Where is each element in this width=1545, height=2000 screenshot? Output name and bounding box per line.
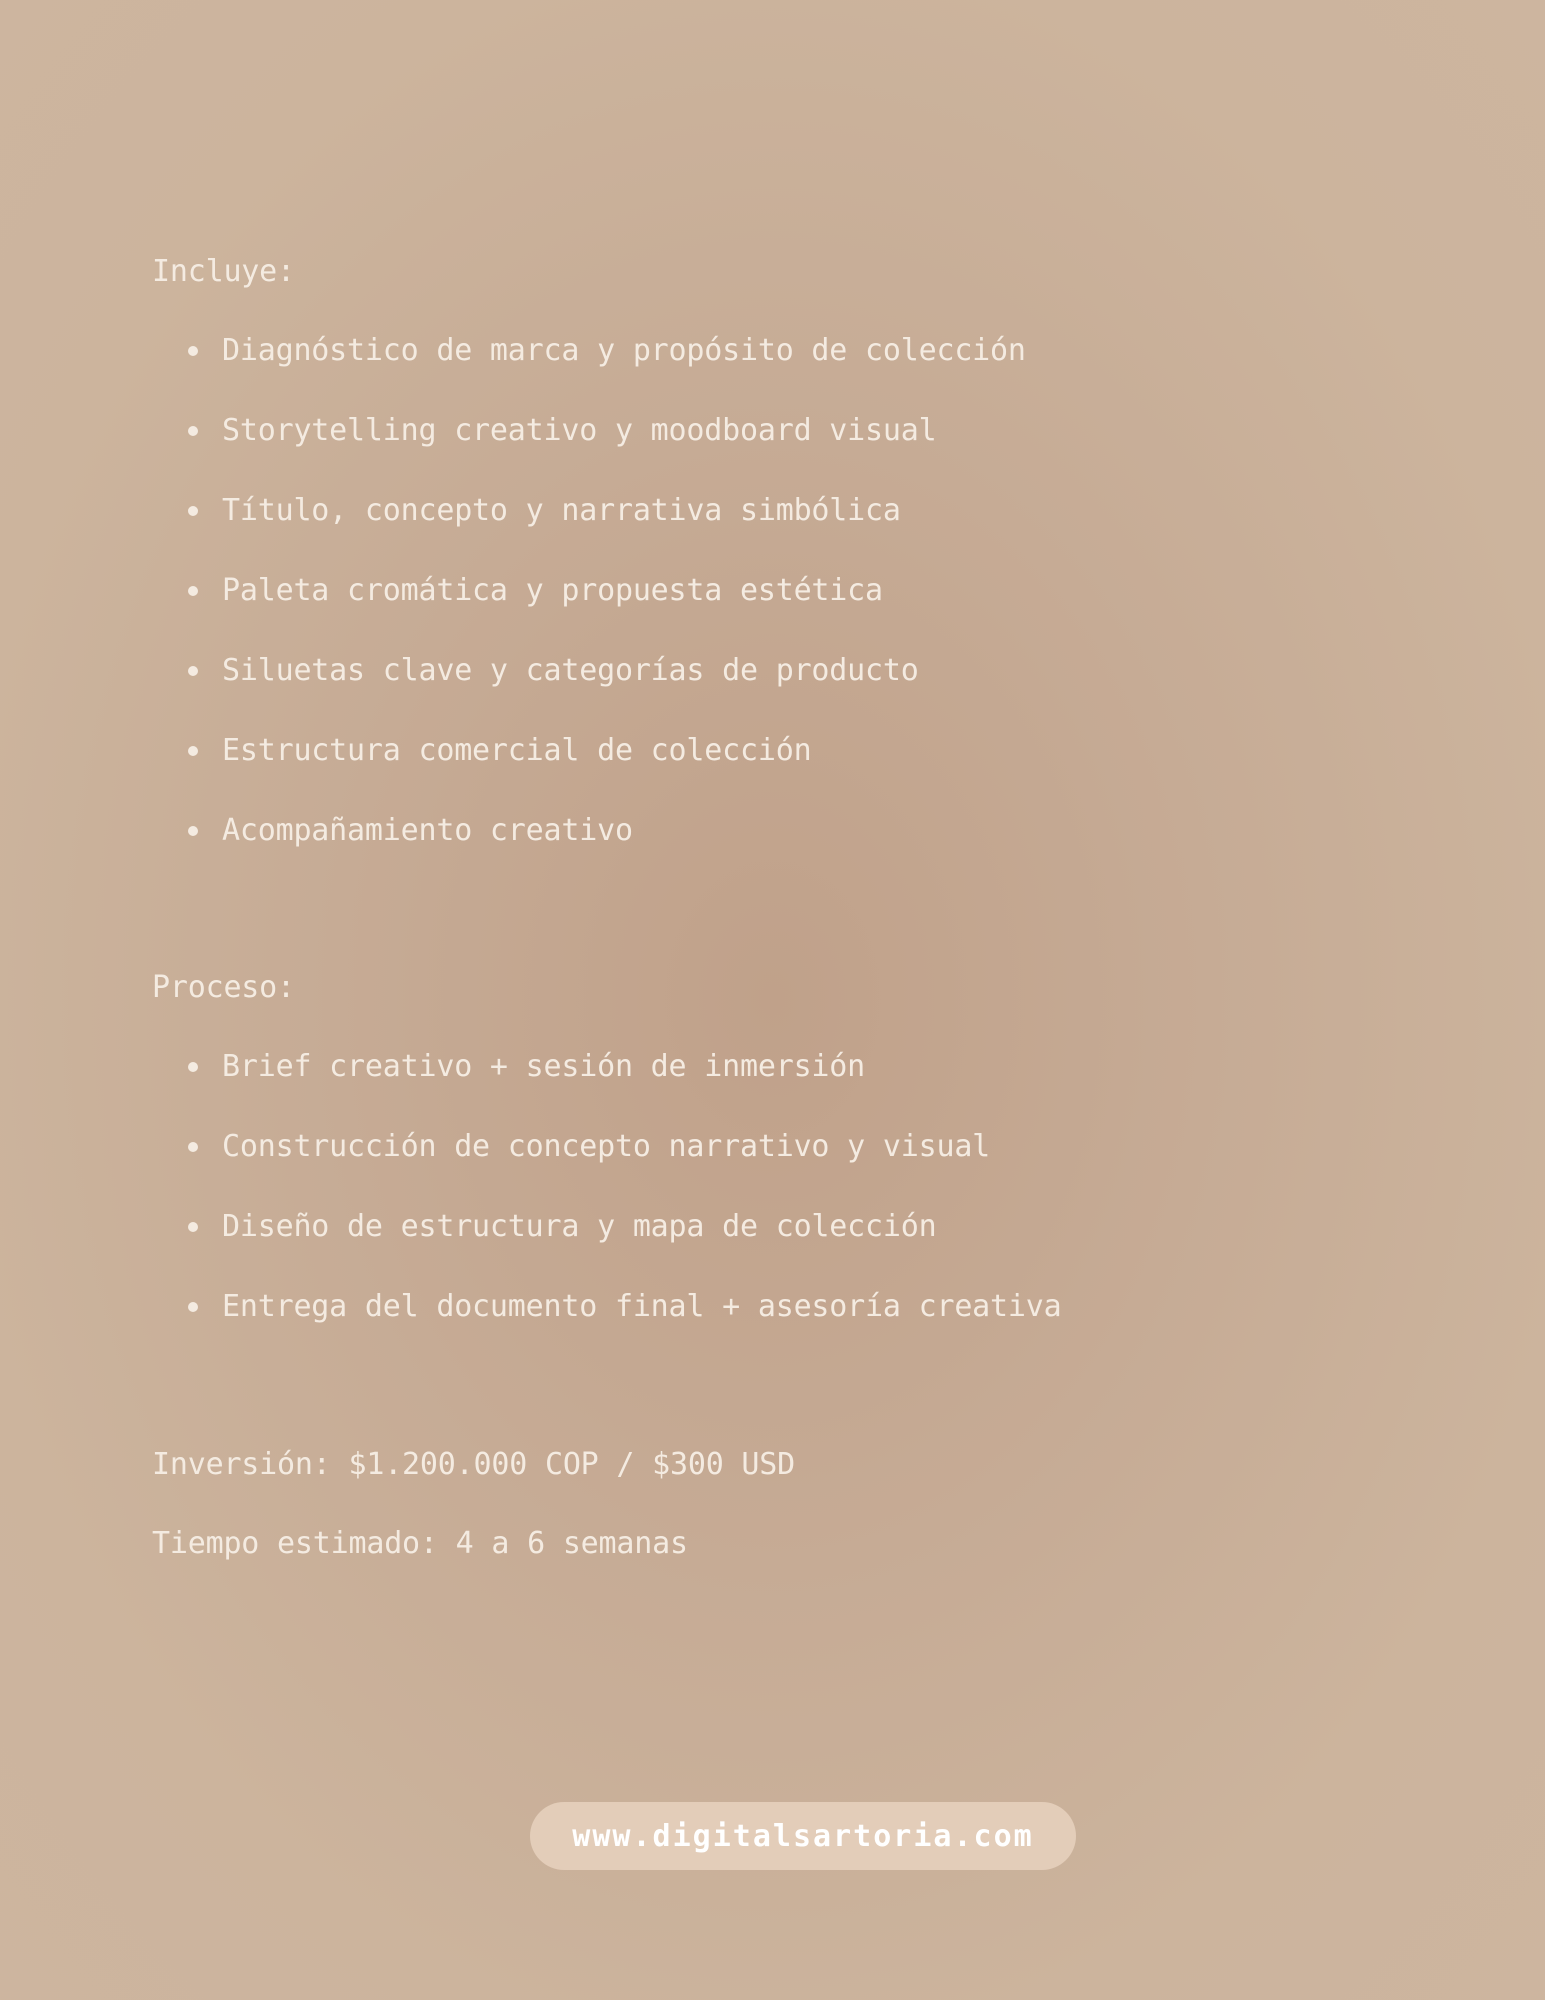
list-item-label: Construcción de concepto narrativo y visual (222, 1129, 991, 1164)
list-item (152, 411, 1026, 491)
bullet-icon (188, 426, 198, 436)
list-item-label: Brief creativo + sesión de inmersión (222, 1049, 866, 1084)
list-item (152, 1127, 1062, 1207)
process-heading: Proceso: (152, 970, 295, 1005)
bullet-icon (188, 1142, 198, 1152)
list-item-label: Storytelling creativo y moodboard visual (222, 413, 937, 448)
duration-text: Tiempo estimado: 4 a 6 semanas (152, 1526, 688, 1561)
list-item (152, 331, 1026, 411)
includes-heading: Incluye: (152, 254, 295, 289)
list-item-label: Diseño de estructura y mapa de colección (222, 1209, 937, 1244)
list-item (152, 1047, 1062, 1127)
bullet-icon (188, 506, 198, 516)
list-item (152, 1207, 1062, 1287)
bullet-icon (188, 1062, 198, 1072)
list-item (152, 731, 1026, 811)
list-item-label: Paleta cromática y propuesta estética (222, 573, 883, 608)
includes-list (152, 331, 1026, 891)
list-item-label: Siluetas clave y categorías de producto (222, 653, 919, 688)
list-item (152, 571, 1026, 651)
list-item-label: Acompañamiento creativo (222, 813, 633, 848)
website-label[interactable]: www.digitalsartoria.com (572, 1818, 1034, 1854)
bullet-icon (188, 746, 198, 756)
list-item-label: Estructura comercial de colección (222, 733, 812, 768)
list-item-label: Título, concepto y narrativa simbólica (222, 493, 901, 528)
list-item-label: Diagnóstico de marca y propósito de colección (222, 333, 1026, 368)
bullet-icon (188, 1302, 198, 1312)
investment-text: Inversión: $1.200.000 COP / $300 USD (152, 1447, 796, 1482)
process-list (152, 1047, 1062, 1367)
bullet-icon (188, 666, 198, 676)
list-item (152, 1287, 1062, 1367)
list-item-label: Entrega del documento final + asesoría creativa (222, 1289, 1062, 1324)
list-item (152, 651, 1026, 731)
bullet-icon (188, 586, 198, 596)
bullet-icon (188, 346, 198, 356)
website-link[interactable] (530, 1802, 1076, 1870)
list-item (152, 811, 1026, 891)
list-item (152, 491, 1026, 571)
bullet-icon (188, 826, 198, 836)
bullet-icon (188, 1222, 198, 1232)
